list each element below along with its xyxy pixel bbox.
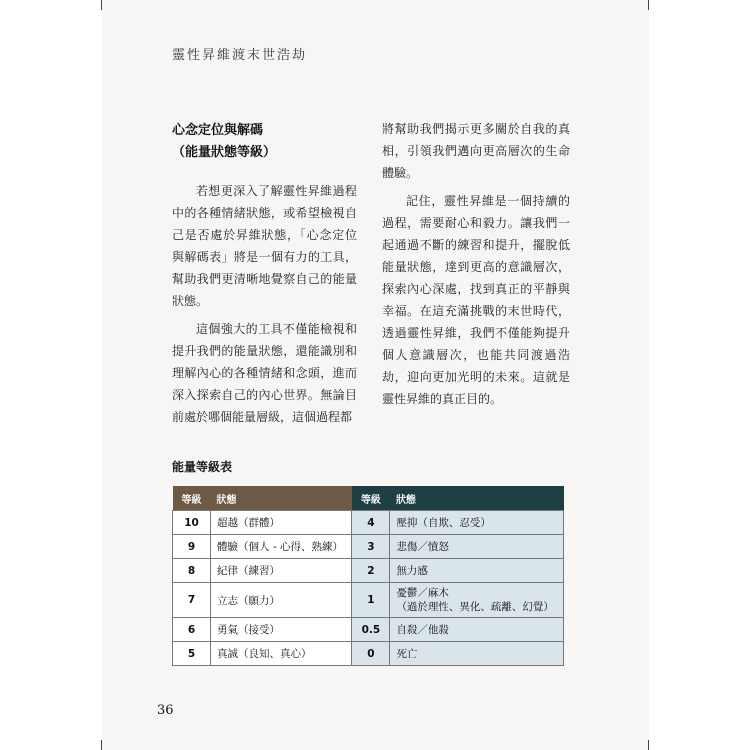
paragraph: 將幫助我們揭示更多關於自我的真相，引領我們邁向更高層次的生命體驗。	[382, 122, 570, 180]
table-row	[173, 583, 564, 618]
state-cell	[390, 583, 564, 618]
table-row	[173, 511, 564, 535]
level-cell: 7	[173, 583, 211, 618]
running-header: 靈性昇維渡末世浩劫	[172, 48, 308, 63]
state-cell: 勇氣（接受）	[211, 618, 352, 642]
state-line-detail: （過於理性、異化、疏離、幻覺）	[396, 601, 554, 613]
header-level-right: 等級	[352, 486, 390, 511]
header-state-left: 狀態	[211, 486, 352, 511]
level-cell: 4	[352, 511, 390, 535]
state-cell: 自殺／他殺	[390, 618, 564, 642]
state-cell: 無力感	[390, 559, 564, 583]
table-row	[173, 559, 564, 583]
state-line: 憂鬱／麻木	[396, 587, 449, 599]
state-cell: 壓抑（自欺、忍受）	[390, 511, 564, 535]
paragraph: 若想更深入了解靈性昇維過程中的各種情緒狀態，或希望檢視自己是否處於昇維狀態，「心念定位與解碼表」將是一個有力的工具，幫助我們更清晰地覺察自己的能量狀態。	[172, 184, 357, 308]
state-cell: 超越（群體）	[211, 511, 352, 535]
level-cell: 0	[352, 642, 390, 666]
crop-mark-bottom-right	[648, 740, 649, 750]
section-subtitle: （能量狀態等級）	[172, 145, 277, 160]
page-number: 36	[157, 703, 174, 718]
table-header-row	[173, 486, 564, 511]
state-cell: 悲傷／憤怒	[390, 535, 564, 559]
table-row	[173, 535, 564, 559]
section-title: 心念定位與解碼	[172, 123, 264, 138]
table-row	[173, 642, 564, 666]
state-cell: 立志（願力）	[211, 583, 352, 618]
level-cell: 8	[173, 559, 211, 583]
state-cell: 死亡	[390, 642, 564, 666]
table-title: 能量等級表	[172, 460, 233, 474]
paragraph: 這個強大的工具不僅能檢視和提升我們的能量狀態，還能識別和理解內心的各種情緒和念頭，進而深入探索自己的內心世界。無論目前處於哪個能量層級，這個過程都	[172, 322, 357, 424]
level-cell: 6	[173, 618, 211, 642]
paragraph: 記住，靈性昇維是一個持續的過程，需要耐心和毅力。讓我們一起通過不斷的練習和提升，擺脫低能量狀態，達到更高的意識層次，探索內心深處，找到真正的平靜與幸福。在這充滿挑戰的末世時代，透過靈性昇維，我們不僅能夠提升個人意識層次，也能共同渡過浩劫，迎向更加光明的未來。這就是靈性昇維的真正目的。	[382, 194, 570, 406]
level-cell: 10	[173, 511, 211, 535]
right-text-column	[382, 118, 570, 410]
level-cell: 9	[173, 535, 211, 559]
level-cell: 1	[352, 583, 390, 618]
crop-mark-top-left	[101, 0, 102, 10]
table-row	[173, 618, 564, 642]
left-text-column	[172, 180, 357, 428]
level-cell: 5	[173, 642, 211, 666]
energy-level-table	[172, 486, 564, 666]
level-cell: 3	[352, 535, 390, 559]
level-cell: 2	[352, 559, 390, 583]
level-cell: 0.5	[352, 618, 390, 642]
section-heading	[172, 120, 276, 164]
crop-mark-top-right	[648, 0, 649, 10]
state-cell: 紀律（練習）	[211, 559, 352, 583]
crop-mark-bottom-left	[101, 740, 102, 750]
state-cell: 真誠（良知、真心）	[211, 642, 352, 666]
header-level-left: 等級	[173, 486, 211, 511]
header-state-right: 狀態	[390, 486, 564, 511]
state-cell: 體驗（個人 - 心得、熟練）	[211, 535, 352, 559]
